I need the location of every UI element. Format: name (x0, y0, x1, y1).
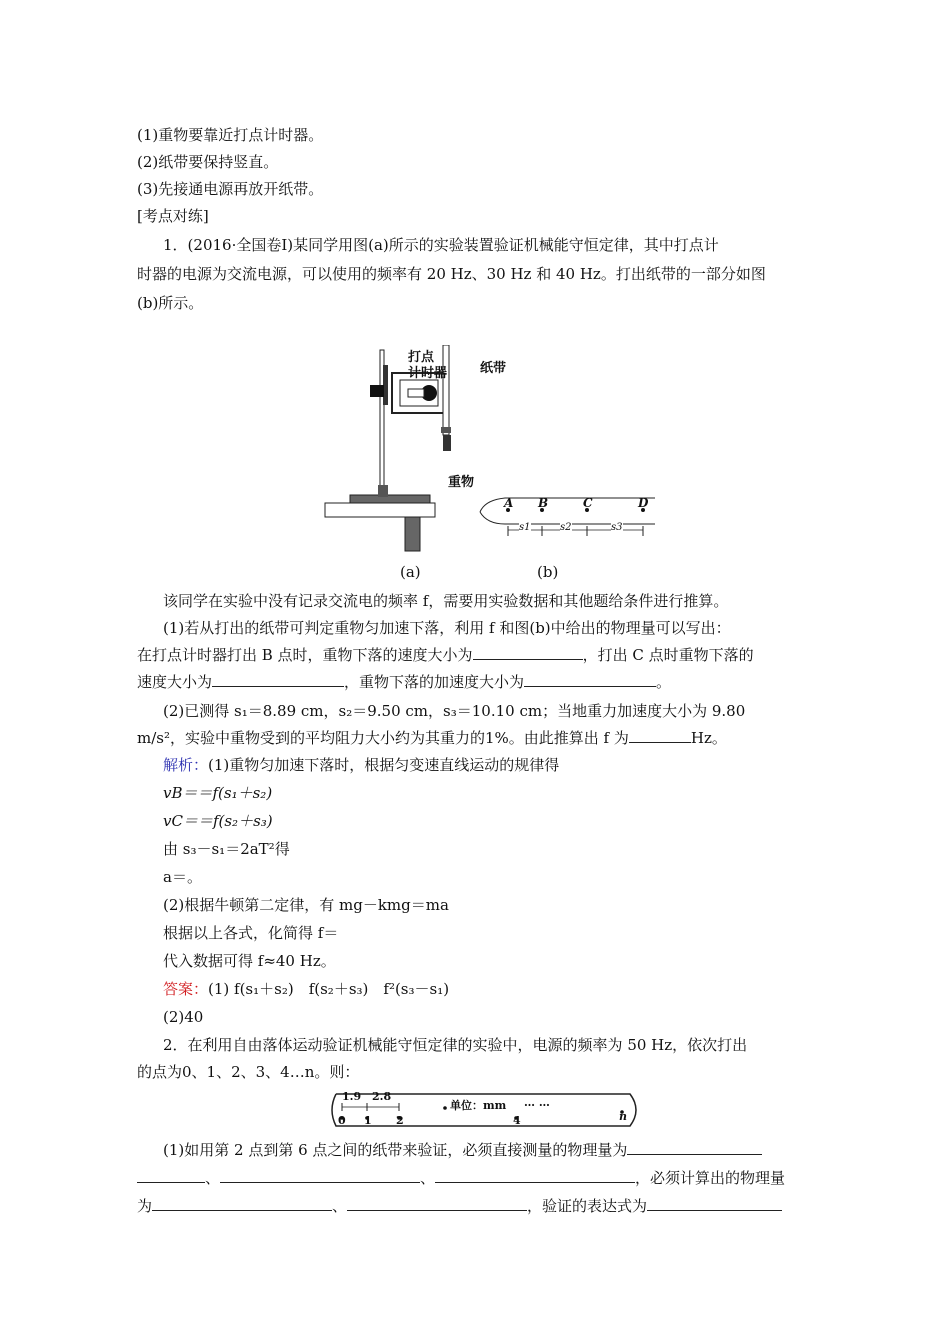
text-span: (1)重物匀加速下落时，根据匀变速直线运动的规律得 (208, 756, 560, 774)
text-span: 为 (137, 1197, 153, 1215)
text-line (137, 1196, 782, 1216)
text-line: (b)所示。 (137, 294, 204, 312)
text-line: 根据以上各式，化简得 f＝ (163, 924, 339, 942)
caption-a: (a) (400, 563, 421, 581)
formula-line: vB＝＝f(s₁＋s₂) (163, 784, 273, 802)
point-label: B (538, 496, 549, 510)
text-line (137, 672, 671, 692)
formula-line: a＝。 (163, 868, 202, 886)
text-line: 该同学在实验中没有记录交流电的频率 f，需要用实验数据和其他题给条件进行推算。 (163, 592, 729, 610)
text-line: (2)纸带要保持竖直。 (137, 153, 279, 171)
text-line (163, 979, 449, 999)
answer-blank[interactable] (627, 1140, 762, 1155)
answer-label: 答案： (163, 980, 209, 998)
label-weight: 重物 (448, 475, 475, 490)
text-line (137, 728, 727, 748)
point-label: A (504, 496, 514, 510)
text-span: 速度大小为 (137, 673, 213, 691)
text-line (137, 1168, 785, 1188)
text-span: 、 (332, 1197, 348, 1215)
segment-label: s3 (611, 522, 623, 533)
text-span: 在打点计时器打出 B 点时，重物下落的速度大小为 (137, 646, 473, 664)
text-line: 的点为0、1、2、3、4…n。则： (137, 1063, 360, 1081)
figure-b-tape (475, 492, 660, 542)
answer-blank[interactable] (647, 1196, 782, 1211)
segment-label: s1 (519, 522, 531, 533)
text-span: (1)如用第 2 点到第 6 点之间的纸带来验证，必须直接测量的物理量为 (163, 1141, 628, 1159)
point-number: 0 (338, 1114, 346, 1127)
label-timer-2: 计时器 (408, 366, 448, 381)
distance-label: 1.9 (342, 1090, 362, 1103)
answer-blank[interactable] (212, 672, 344, 687)
formula-line: vC＝＝f(s₂＋s₃) (163, 812, 273, 830)
text-line: [考点对练] (137, 207, 209, 225)
text-span: Hz。 (690, 729, 727, 747)
label-tape: 纸带 (480, 361, 507, 376)
text-line: (2)40 (163, 1008, 204, 1026)
point-label: D (638, 496, 649, 510)
text-span: ，验证的表达式为 (527, 1197, 648, 1215)
text-span: (1) f(s₁＋s₂) f(s₂＋s₃) f²(s₃－s₁) (208, 980, 450, 998)
text-line: (3)先接通电源再放开纸带。 (137, 180, 324, 198)
text-span: 、 (420, 1169, 436, 1187)
point-number: 4 (513, 1114, 521, 1127)
label-timer (408, 350, 447, 382)
text-span: 、 (205, 1169, 221, 1187)
point-number: n (619, 1110, 627, 1123)
answer-blank[interactable] (347, 1196, 527, 1211)
text-span: ，打出 C 点时重物下落的 (582, 646, 754, 664)
text-line: (1)若从打出的纸带可判定重物匀加速下落，利用 f 和图(b)中给出的物理量可以写出： (163, 619, 731, 637)
answer-blank[interactable] (629, 728, 691, 743)
text-line: (2)已测得 s₁＝8.89 cm，s₂＝9.50 cm，s₃＝10.10 cm；当地重力加速度大小为 9.80 (163, 702, 746, 720)
formula-line: 由 s₃－s₁＝2aT²得 (163, 840, 290, 858)
answer-blank[interactable] (473, 645, 583, 660)
caption-b: (b) (537, 563, 559, 581)
text-span: 。 (656, 673, 672, 691)
figure-a-apparatus (320, 345, 480, 555)
text-line: (1)重物要靠近打点计时器。 (137, 126, 324, 144)
answer-blank[interactable] (435, 1168, 635, 1183)
analysis-label: 解析： (163, 756, 209, 774)
text-span: ，重物下落的加速度大小为 (344, 673, 525, 691)
point-label: C (583, 496, 593, 510)
answer-blank[interactable] (152, 1196, 332, 1211)
segment-label: s2 (560, 522, 572, 533)
unit-label: 单位：mm (450, 1099, 507, 1112)
distance-label: 2.8 (372, 1090, 392, 1103)
text-line: 时器的电源为交流电源，可以使用的频率有 20 Hz、30 Hz 和 40 Hz。打出纸带的一部分如图 (137, 265, 766, 283)
text-line (163, 1140, 762, 1160)
text-span: ，必须计算出的物理量 (635, 1169, 786, 1187)
question-2-stem: 2．在利用自由落体运动验证机械能守恒定律的实验中，电源的频率为 50 Hz，依次打出 (163, 1036, 748, 1054)
text-line (163, 755, 559, 775)
text-span: m/s²，实验中重物受到的平均阻力大小约为其重力的1%。由此推算出 f 为 (137, 729, 629, 747)
ellipsis: … … (524, 1096, 550, 1109)
answer-blank[interactable] (137, 1168, 205, 1183)
answer-blank[interactable] (220, 1168, 420, 1183)
point-number: 2 (396, 1114, 404, 1127)
point-number: 1 (364, 1114, 372, 1127)
question-1-stem: 1．(2016·全国卷Ⅰ)某同学用图(a)所示的实验装置验证机械能守恒定律，其中打点计 (163, 236, 719, 254)
text-line: (2)根据牛顿第二定律，有 mg－kmg＝ma (163, 896, 449, 914)
text-line: 代入数据可得 f≈40 Hz。 (163, 952, 336, 970)
text-line (137, 645, 754, 665)
answer-blank[interactable] (524, 672, 656, 687)
label-timer-1: 打点 (408, 350, 435, 365)
